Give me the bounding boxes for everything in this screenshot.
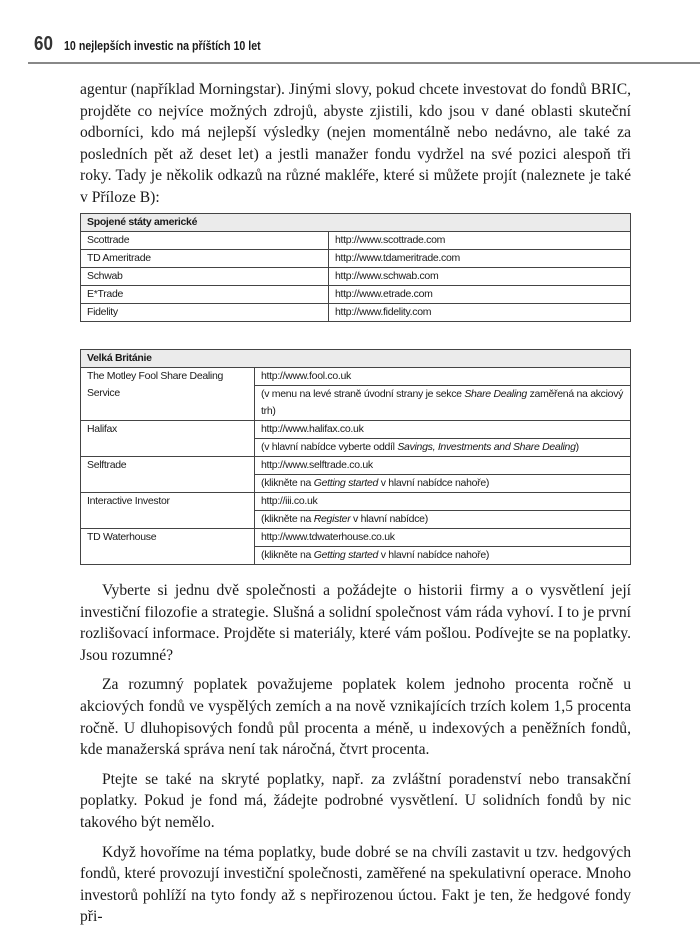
paragraph: Když hovoříme na téma poplatky, bude dobré se na chvíli zastavit u tzv. hedgových fondů, které provozují investiční společnosti, zaměřené na spekulativní operace. Mnoho investorů pohlíží na tyto fondy až s nepřirozenou úctou. Fakt je ten, že hedgové fondy při-	[80, 843, 631, 926]
intro-paragraph: agentur (například Morningstar). Jinými slovy, pokud chcete investovat do fondů BRIC, projděte co nejvíce možných zdrojů, abyste zjistili, kdo jsou v dané oblasti skuteční odborníci, kdo má nejlepší výsledky (nejen momentálně nebo nedávno, ale také za posledních pět až deset let) a jestli manažer fondu vydržel na své pozici alespoň tři roky. Tady je několik odkazů na různé makléře, které si můžete projít (naleznete je také v Příloze B):	[80, 81, 631, 206]
note-segment: (v hlavní nabídce vyberte oddíl	[261, 441, 398, 453]
broker-url[interactable]: http://www.schwab.com	[329, 268, 631, 286]
body-text	[80, 580, 631, 936]
note-segment: )	[575, 441, 579, 453]
broker-url[interactable]: http://www.tdameritrade.com	[329, 250, 631, 268]
note-segment: Share Dealing	[464, 388, 527, 400]
broker-info	[255, 368, 631, 421]
running-header	[34, 33, 304, 57]
broker-name: Selftrade	[81, 457, 255, 493]
broker-url[interactable]: http://www.tdwaterhouse.co.uk	[261, 531, 395, 543]
broker-name: Scottrade	[81, 232, 329, 250]
broker-name: Halifax	[81, 421, 255, 457]
broker-url[interactable]: http://www.halifax.co.uk	[261, 423, 364, 435]
intro-text	[80, 79, 631, 217]
note-segment: (v menu na levé straně úvodní strany je sekce	[261, 388, 465, 400]
broker-name: Interactive Investor	[81, 493, 255, 529]
broker-info	[255, 421, 631, 457]
table-row	[81, 421, 631, 457]
broker-name: The Motley Fool Share Dealing Service	[81, 368, 255, 421]
note-segment: v hlavní nabídce)	[350, 513, 428, 525]
table-row	[81, 457, 631, 493]
table-row	[81, 286, 631, 304]
page-number: 60	[34, 33, 53, 55]
paragraph: Ptejte se také na skryté poplatky, např. za zvláštní poradenství nebo transakční poplatky. Pokud je fond má, žádejte podrobné vysvětlení. U solidních fondů by nic takového být nemělo.	[80, 770, 631, 831]
broker-name: TD Waterhouse	[81, 529, 255, 565]
broker-url[interactable]: http://www.scottrade.com	[329, 232, 631, 250]
note-segment: Register	[313, 513, 351, 525]
broker-note	[255, 385, 630, 420]
header-rule	[28, 62, 700, 64]
book-title: 10 nejlepších investic na příštích 10 let	[64, 38, 261, 53]
broker-name: Schwab	[81, 268, 329, 286]
paragraph: Za rozumný poplatek považujeme poplatek kolem jednoho procenta ročně u akciových fondů ve vyspělých zemích a na nově vznikajících trzích kolem 1,5 procenta ročně. U dluhopisových fondů půl procenta a méně, u indexových a peněžních fondů, kde manažerská správa není tak náročná, čtvrt procenta.	[80, 676, 631, 759]
broker-info	[255, 457, 631, 493]
table-row	[81, 529, 631, 565]
broker-name: TD Ameritrade	[81, 250, 329, 268]
us-brokers-table	[80, 213, 631, 322]
table-row	[81, 250, 631, 268]
table-row	[81, 304, 631, 322]
table-title: Spojené státy americké	[81, 214, 631, 232]
note-segment: (klikněte na	[261, 477, 314, 489]
note-segment: (klikněte na	[261, 549, 314, 561]
uk-brokers-table	[80, 349, 631, 565]
broker-note	[255, 546, 630, 564]
broker-url[interactable]: http://www.selftrade.co.uk	[261, 459, 373, 471]
note-segment: Savings, Investments and Share Dealing	[397, 441, 576, 453]
table-row	[81, 268, 631, 286]
broker-url[interactable]: http://iii.co.uk	[261, 495, 318, 507]
broker-note	[255, 510, 630, 528]
note-segment: Getting started	[313, 549, 379, 561]
table-row	[81, 368, 631, 421]
broker-url[interactable]: http://www.fidelity.com	[329, 304, 631, 322]
broker-note	[255, 438, 630, 456]
note-segment: v hlavní nabídce nahoře)	[378, 549, 490, 561]
table-row	[81, 232, 631, 250]
note-segment: zaměřená na akciový trh)	[261, 388, 624, 417]
broker-name: Fidelity	[81, 304, 329, 322]
paragraph: Vyberte si jednu dvě společnosti a požádejte o historii firmy a o vysvětlení její investiční filozofie a strategie. Slušná a solidní společnost vám ráda vyhoví. I to je první rozlišovací informace. Projděte si materiály, které vám pošlou. Podívejte se na poplatky. Jsou rozumné?	[80, 582, 631, 664]
note-segment: (klikněte na	[261, 513, 314, 525]
table-row	[81, 493, 631, 529]
table-title: Velká Británie	[81, 350, 631, 368]
broker-info	[255, 529, 631, 565]
broker-url[interactable]: http://www.fool.co.uk	[261, 370, 351, 382]
broker-name: E*Trade	[81, 286, 329, 304]
broker-url[interactable]: http://www.etrade.com	[329, 286, 631, 304]
broker-info	[255, 493, 631, 529]
note-segment: Getting started	[313, 477, 379, 489]
broker-note	[255, 474, 630, 492]
note-segment: v hlavní nabídce nahoře)	[378, 477, 490, 489]
